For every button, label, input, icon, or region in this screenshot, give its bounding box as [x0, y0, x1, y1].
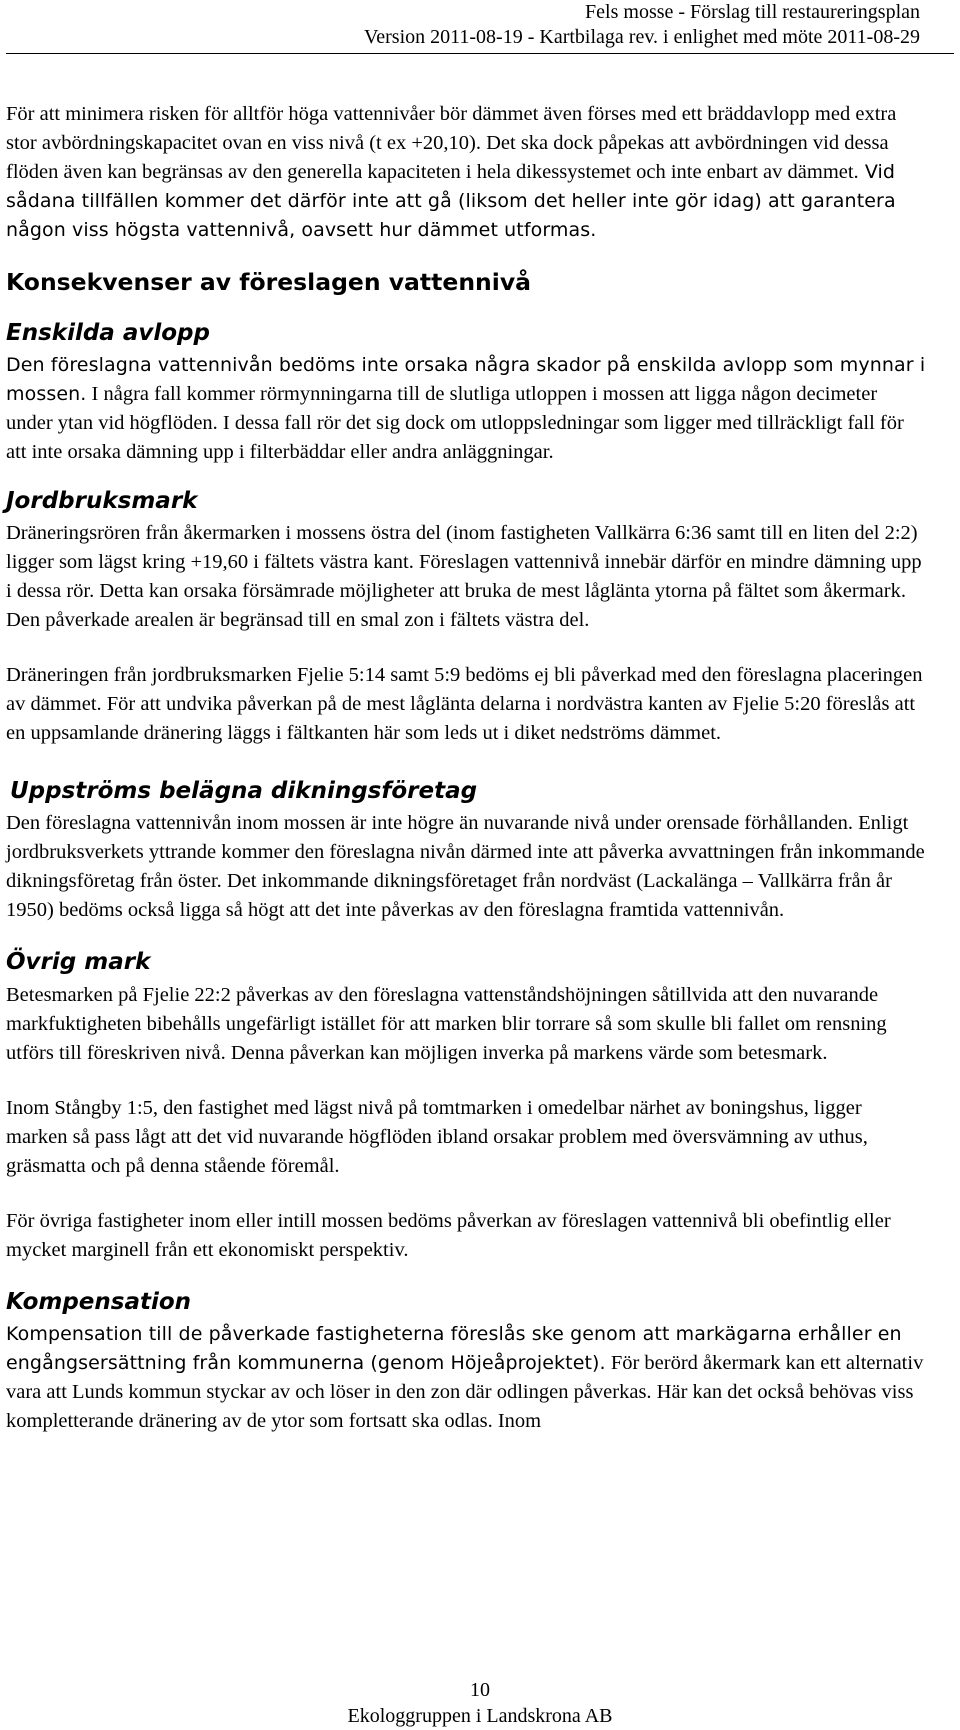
intro-text-part2: Vid sådana tillfällen kommer det därför inte att gå (liksom det heller inte gör idag) att garantera någon viss högsta vattennivå, oavsett hur dämmet utformas.	[6, 161, 896, 241]
header-divider	[6, 53, 954, 54]
uppstroms-paragraph: Den föreslagna vattennivån inom mossen är inte högre än nuvarande nivå under orensade förhållanden. Enligt jordbruksverkets yttrande kommer den föreslagna nivån därmed inte att påverka avvattningen från inkommande dikningsföretag från öster. Det inkommande dikningsföretaget från nordväst (Lackalänga – Vallkärra från år 1950) bedöms också ligga så högt att det inte påverkas av den föreslagna framtida vattennivån.	[6, 812, 925, 921]
kompensation-text-part1: Kompensation till de påverkade fastigheterna föreslås ske genom att markägarna erhåller en engångsersättning från kommunerna (genom Höjeåprojektet).	[6, 1323, 902, 1374]
ovrig-mark-paragraph-2: Inom Stångby 1:5, den fastighet med lägst nivå på tomtmarken i omedelbar närhet av boningshus, ligger marken så pass lågt att det vid nuvarande högflöden ibland orsakar problem med översvämning av uthus, gräsmatta och på denna stående föremål.	[6, 1097, 868, 1177]
heading-uppstroms-dikningsforetag: Uppströms belägna dikningsföretag	[10, 778, 478, 804]
page-footer	[0, 1677, 960, 1729]
page-header	[364, 0, 920, 50]
section-title: Konsekvenser av föreslagen vattennivå	[6, 268, 532, 296]
intro-text-part1: För att minimera risken för alltför höga vattennivåer bör dämmet även förses med ett bräddavlopp med extra stor avbördningskapacitet ovan en viss nivå (t ex +20,10). Det ska dock påpekas att avbördningen vid dessa flöden även kan begränsas av den generella kapaciteten i hela dikessystemet och inte enbart av dämmet.	[6, 103, 897, 183]
document-body	[6, 100, 926, 1436]
enskilda-avlopp-paragraph	[6, 351, 926, 467]
header-title: Fels mosse - Förslag till restaureringsplan	[585, 1, 920, 23]
kompensation-text-part2: För berörd åkermark kan ett alternativ vara att Lunds kommun styckar av och löser in den zon där odlingen påverkas. Här kan det också behövas viss kompletterande dränering av de ytor som fortsatt ska odlas. Inom	[6, 1352, 924, 1432]
heading-ovrig-mark: Övrig mark	[6, 949, 151, 975]
footer-company: Ekologgruppen i Landskrona AB	[347, 1705, 613, 1727]
page-number: 10	[470, 1679, 490, 1701]
ovrig-mark-paragraph-1: Betesmarken på Fjelie 22:2 påverkas av den föreslagna vattenståndshöjningen såtillvida att den nuvarande markfuktigheten bibehålls ungefärligt istället för att marken blir torrare så som skulle bli fallet om rensning utförs till föreskriven nivå. Denna påverkan kan möjligen inverka på markens värde som betesmark.	[6, 984, 887, 1064]
intro-paragraph	[6, 100, 926, 245]
header-version: Version 2011-08-19 - Kartbilaga rev. i enlighet med möte 2011-08-29	[364, 26, 920, 48]
kompensation-paragraph	[6, 1320, 926, 1436]
enskilda-text-part1: Den föreslagna vattennivån bedöms inte orsaka några skador på enskilda avlopp som mynnar i mossen.	[6, 354, 926, 405]
jordbruksmark-paragraph-1: Dräneringsrören från åkermarken i mossens östra del (inom fastigheten Vallkärra 6:36 samt till en liten del 2:2) ligger som lägst kring +19,60 i fältets västra kant. Föreslagen vattennivå innebär därför en mindre dämning upp i dessa rör. Detta kan orsaka försämrade möjligheter att bruka de mest låglänta ytorna på fältet som åkermark. Den påverkade arealen är begränsad till en smal zon i fältets västra del.	[6, 522, 922, 631]
heading-kompensation: Kompensation	[6, 1289, 192, 1315]
jordbruksmark-paragraph-2: Dräneringen från jordbruksmarken Fjelie 5:14 samt 5:9 bedöms ej bli påverkad med den föreslagna placeringen av dämmet. För att undvika påverkan på de mest låglänta delarna i nordvästra kanten av Fjelie 5:20 föreslås att en uppsamlande dränering läggs i fältkanten här som leds ut i diket nedströms dämmet.	[6, 664, 923, 744]
enskilda-text-part2: I några fall kommer rörmynningarna till de slutliga utloppen i mossen att ligga någon decimeter under ytan vid högflöden. I dessa fall rör det sig dock om utloppsledningar som ligger med tillräckligt fall för att inte orsaka dämning upp i filterbäddar eller andra anläggningar.	[6, 383, 904, 463]
ovrig-mark-paragraph-3: För övriga fastigheter inom eller intill mossen bedöms påverkan av föreslagen vattennivå bli obefintlig eller mycket marginell från ett ekonomiskt perspektiv.	[6, 1210, 891, 1261]
heading-enskilda-avlopp: Enskilda avlopp	[6, 320, 210, 346]
heading-jordbruksmark: Jordbruksmark	[6, 488, 198, 514]
